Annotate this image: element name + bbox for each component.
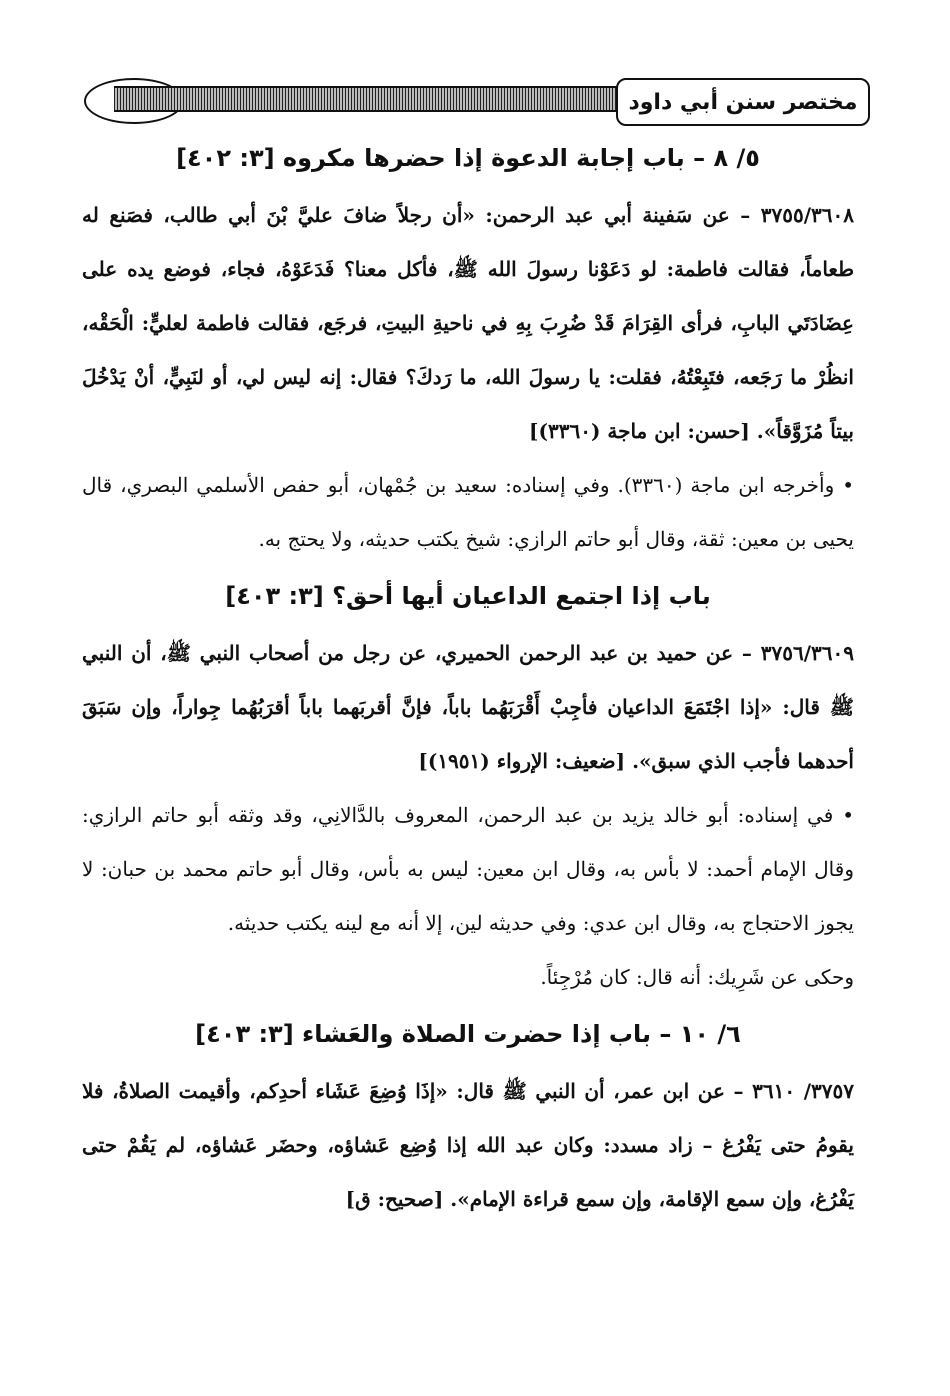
hadith-text: ٣٧٥٦/٣٦٠٩ – عن حميد بن عبد الرحمن الحميري، عن رجل من أصحاب النبي ﷺ، أن النبي ﷺ قال: «إذا اجْتَمَعَ الداعيان فأجِبْ أَقْرَبَهُما باباً، فإنَّ أقربَهما باباً أقرَبُهُما جِواراً، وإن سَبَقَ أحدهما فأجب الذي سبق». [ضعيف: الإرواء (١٩٥١)]	[82, 641, 854, 773]
commentary-note: وحكى عن شَرِيك: أنه قال: كان مُرْجِئاً.	[540, 965, 854, 989]
chapter-heading: ٦/ ١٠ – باب إذا حضرت الصلاة والعَشاء [٣: ٤٠٣]	[195, 1020, 741, 1048]
header-decorative-band	[114, 86, 622, 112]
chapter-heading: ٥/ ٨ – باب إجابة الدعوة إذا حضرها مكروه [٣: ٤٠٢]	[176, 144, 760, 172]
book-title: مختصر سنن أبي داود	[616, 78, 870, 126]
page-body	[82, 128, 854, 1226]
hadith-text: ٣٧٥٧/ ٣٦١٠ – عن ابن عمر، أن النبي ﷺ قال: «إذَا وُضِعَ عَشَاء أحدِكم، وأقيمت الصلاةُ، فلا يقومُ حتى يَفْرُغ – زاد مسدد: وكان عبد الله إذا وُضِع عَشاؤه، وحضَر عَشاؤه، لم يَقُمْ حتى يَفْرُغ، وإن سمع الإقامة، وإن سمع قراءة الإمام». [صحيح: ق]	[82, 1079, 854, 1211]
chapter-heading: باب إذا اجتمع الداعيان أيها أحق؟ [٣: ٤٠٣]	[225, 582, 711, 610]
commentary-note: • في إسناده: أبو خالد يزيد بن عبد الرحمن، المعروف بالدَّالانِي، وقد وثقه أبو حاتم الرازي: وقال الإمام أحمد: لا بأس به، وقال ابن معين: ليس به بأس، وقال أبو حاتم محمد بن حبان: لا يجوز الاحتجاج به، وقال ابن عدي: وفي حديثه لين، إلا أنه مع لينه يكتب حديثه.	[82, 803, 854, 935]
commentary-note: • وأخرجه ابن ماجة (٣٣٦٠). وفي إسناده: سعيد بن جُمْهان، أبو حفص الأسلمي البصري، قال يحيى بن معين: ثقة، وقال أبو حاتم الرازي: شيخ يكتب حديثه، ولا يحتج به.	[82, 473, 855, 551]
running-header	[84, 72, 870, 128]
hadith-text: ٣٧٥٥/٣٦٠٨ – عن سَفينة أبي عبد الرحمن: «أن رجلاً ضافَ عليَّ بْنَ أبي طالب، فصَنع له طعاماً، فقالت فاطمة: لو دَعَوْنا رسولَ الله ﷺ، فأكل معنا؟ فَدَعَوْهُ، فجاء، فوضع يده على عِضَادَتَي البابِ، فرأى القِرَامَ قَدْ ضُرِبَ بِهِ في ناحيةِ البيتِ، فرجَع، فقالت فاطمة لعليٍّ: الْحَقْه، انظُرْ ما رَجَعه، فتَبِعْتُهُ، فقلت: يا رسولَ الله، ما رَدكَ؟ فقال: إنه ليس لي، أو لنَبِيٍّ، أنْ يَدْخُلَ بيتاً مُزَوَّقاً». [حسن: ابن ماجة (٣٣٦٠)]	[82, 203, 854, 443]
